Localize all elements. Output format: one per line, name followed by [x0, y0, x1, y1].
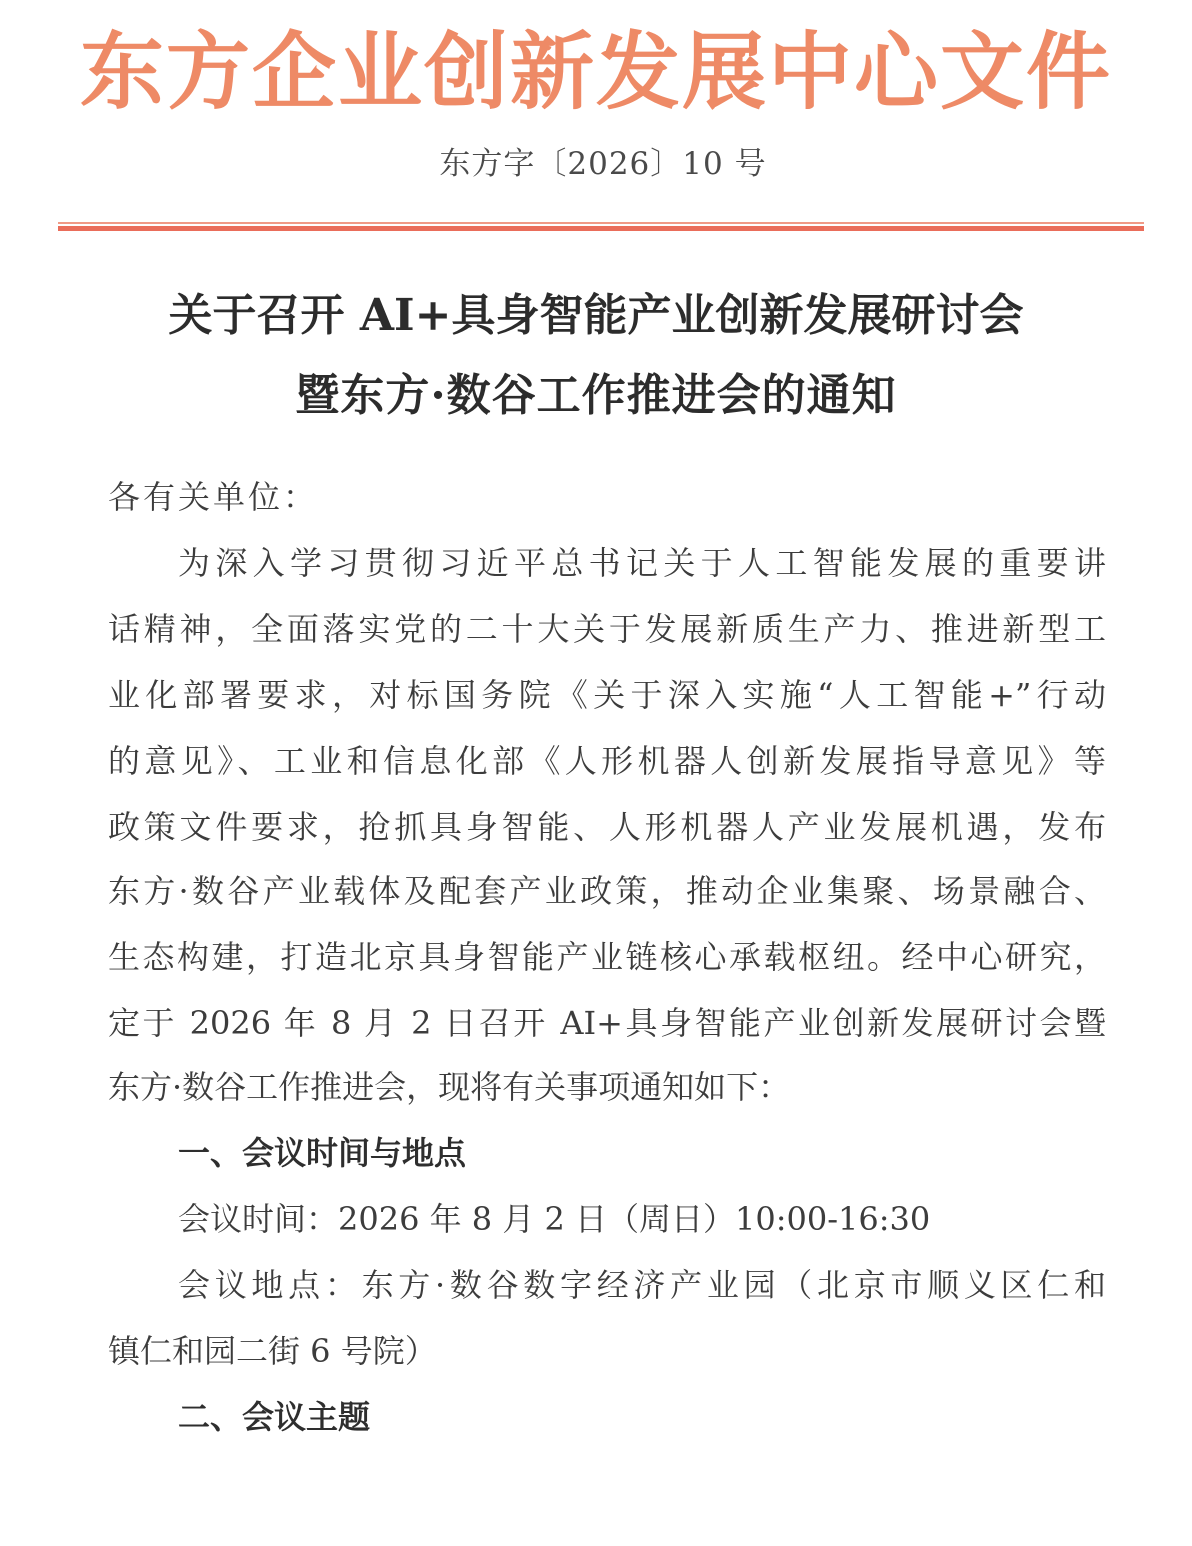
- meeting-place-line-1: 会议地点：东方·数谷数字经济产业园（北京市顺义区仁和: [178, 1266, 1106, 1304]
- meeting-time: 会议时间：2026 年 8 月 2 日（周日）10:00-16:30: [178, 1200, 931, 1238]
- intro-line: 定于 2026 年 8 月 2 日召开 AI+具身智能产业创新发展研讨会暨: [108, 1004, 1106, 1042]
- red-rule-thin: [58, 222, 1144, 224]
- intro-line: 为深入学习贯彻习近平总书记关于人工智能发展的重要讲: [178, 544, 1106, 582]
- issuer-masthead: 东方企业创新发展中心文件: [79, 23, 1112, 121]
- section-heading-theme: 二、会议主题: [178, 1398, 371, 1436]
- intro-line: 的意见》、工业和信息化部《人形机器人创新发展指导意见》等: [108, 742, 1106, 780]
- intro-line: 生态构建，打造北京具身智能产业链核心承载枢纽。经中心研究，: [108, 938, 1106, 976]
- intro-line: 话精神，全面落实党的二十大关于发展新质生产力、推进新型工: [108, 610, 1106, 648]
- red-rule-thick: [58, 226, 1144, 231]
- notice-title-line-1: 关于召开 AI+具身智能产业创新发展研讨会: [168, 290, 1024, 341]
- intro-line: 业化部署要求，对标国务院《关于深入实施“人工智能+”行动: [108, 676, 1106, 714]
- intro-line: 东方·数谷产业载体及配套产业政策，推动企业集聚、场景融合、: [108, 872, 1106, 910]
- intro-line: 东方·数谷工作推进会，现将有关事项通知如下：: [108, 1068, 791, 1106]
- meeting-place-line-2: 镇仁和园二街 6 号院）: [108, 1332, 437, 1370]
- notice-title-line-2: 暨东方·数谷工作推进会的通知: [295, 370, 897, 421]
- red-header-rule: [58, 222, 1144, 232]
- document-number: 东方字〔2026〕10 号: [439, 146, 767, 182]
- salutation: 各有关单位：: [108, 478, 319, 516]
- section-heading-time-place: 一、会议时间与地点: [178, 1134, 467, 1172]
- intro-line: 政策文件要求，抢抓具身智能、人形机器人产业发展机遇，发布: [108, 808, 1106, 846]
